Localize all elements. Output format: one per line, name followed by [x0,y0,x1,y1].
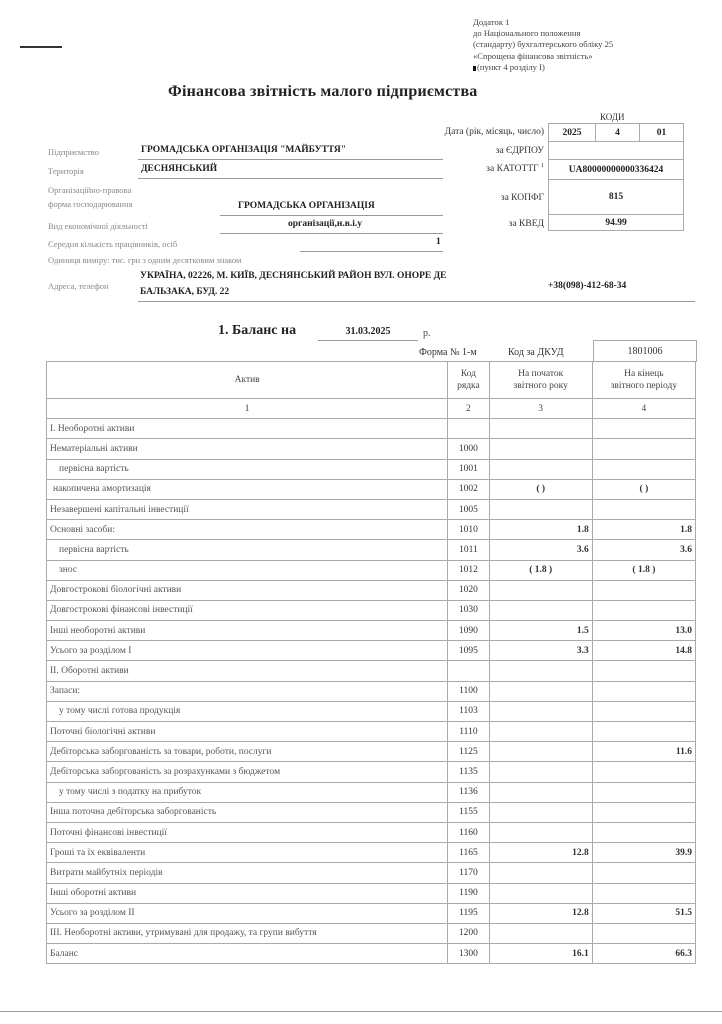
row-code: 1155 [448,802,489,822]
table-row [47,439,696,459]
row-start-value: 1.8 [489,520,592,540]
underline [300,251,443,252]
underline [220,215,443,216]
col-num: 4 [592,399,695,419]
row-start-value [489,600,592,620]
col-num: 3 [489,399,592,419]
row-label: Незавершені капітальні інвестиції [47,499,448,519]
annex-line: «Спрощена фінансова звітність» [473,50,593,61]
row-label: первісна вартість [47,540,448,560]
row-code: 1011 [448,540,489,560]
row-label: Гроші та їх еквіваленти [47,843,448,863]
katottg-cell: UA80000000000336424 [549,160,684,180]
row-end-value [592,802,695,822]
row-code: 1125 [448,742,489,762]
kopfg-label: за КОПФГ [500,193,544,203]
row-label: знос [47,560,448,580]
table-row [47,540,696,560]
address-line-1: УКРАЇНА, 02226, М. КИЇВ, ДЕСНЯНСЬКИЙ РАЙОН ВУЛ. ОНОРЕ ДЕ [140,271,447,281]
col-num: 2 [448,399,489,419]
row-start-value [489,762,592,782]
table-row [47,742,696,762]
row-label: Довгострокові фінансові інвестиції [47,600,448,620]
table-row [47,722,696,742]
row-label: у тому числі з податку на прибуток [47,782,448,802]
legal-form-label: Організаційно-правова [48,185,132,195]
annex-line: до Національного положення [473,28,581,39]
row-code: 1030 [448,600,489,620]
row-start-value [489,580,592,600]
row-code: 1090 [448,621,489,641]
row-code: 1020 [448,580,489,600]
row-start-value [489,883,592,903]
row-start-value: 16.1 [489,944,592,964]
dkud-label: Код за ДКУД [508,347,564,358]
row-label: Інші необоротні активи [47,621,448,641]
row-start-value [489,459,592,479]
table-row [47,479,696,499]
units-label: Одиниця виміру: тис. грн з одним десятковим знаком [48,255,242,265]
row-end-value [592,439,695,459]
activity-label: Вид економічної діяльності [48,221,148,231]
month-cell: 4 [596,124,640,142]
row-code: 1135 [448,762,489,782]
row-code: 1200 [448,923,489,943]
date-label: Дата (рік, місяць, число) [444,127,544,137]
table-row [47,641,696,661]
enterprise-label: Підприємство [48,147,99,157]
table-row [47,560,696,580]
header-start: На початок звітного року [489,362,592,399]
territory-label: Територія [48,166,84,176]
row-start-value [489,661,592,681]
row-start-value: ( 1.8 ) [489,560,592,580]
row-code: 1300 [448,944,489,964]
page-title: Фінансова звітність малого підприємства [168,83,478,100]
table-row [47,944,696,964]
header-code: Код рядка [448,362,489,399]
row-label: II. Оборотні активи [47,661,448,681]
row-code: 1160 [448,822,489,842]
kopfg-cell: 815 [549,180,684,215]
table-header-row [47,362,696,399]
row-code: 1110 [448,722,489,742]
row-label: Довгострокові біологічні активи [47,580,448,600]
row-start-value [489,681,592,701]
bullet-icon [473,66,476,71]
table-row [47,923,696,943]
table-row [47,499,696,519]
codes-header: КОДИ [600,112,625,122]
row-code: 1103 [448,701,489,721]
row-label: Запаси: [47,681,448,701]
row-label: Усього за розділом I [47,641,448,661]
row-start-value [489,923,592,943]
page-edge-line [0,1011,722,1012]
header-asset: Актив [47,362,448,399]
row-start-value [489,701,592,721]
row-start-value [489,499,592,519]
row-start-value [489,742,592,762]
row-code: 1000 [448,439,489,459]
employees-value: 1 [436,237,441,247]
row-end-value [592,822,695,842]
edrpou-cell [549,142,684,160]
row-end-value: 14.8 [592,641,695,661]
row-end-value: 13.0 [592,621,695,641]
row-label: Інша поточна дебіторська заборгованість [47,802,448,822]
row-end-value [592,419,695,439]
row-end-value: 11.6 [592,742,695,762]
row-label: накопичена амортизація [47,479,448,499]
day-cell: 01 [640,124,684,142]
territory-value: ДЕСНЯНСЬКИЙ [141,164,218,174]
kved-label: за КВЕД [508,219,544,229]
enterprise-value: ГРОМАДСЬКА ОРГАНІЗАЦІЯ "МАЙБУТТЯ" [141,145,347,155]
row-start-value [489,419,592,439]
table-row [47,701,696,721]
row-end-value [592,863,695,883]
row-start-value: ( ) [489,479,592,499]
table-row [47,600,696,620]
table-row [47,520,696,540]
phone-value: +38(098)-412-68-34 [548,281,627,291]
row-label: Дебіторська заборгованість за розрахунками з бюджетом [47,762,448,782]
row-code [448,661,489,681]
annex-line: Додаток 1 [473,17,510,27]
row-label: Дебіторська заборгованість за товари, роботи, послуги [47,742,448,762]
header-end: На кінець звітного періоду [592,362,695,399]
table-row [47,843,696,863]
row-code: 1136 [448,782,489,802]
row-start-value: 12.8 [489,843,592,863]
row-start-value: 1.5 [489,621,592,641]
row-start-value [489,863,592,883]
row-label: у тому числі готова продукція [47,701,448,721]
address-line-2: БАЛЬЗАКА, БУД. 22 [140,287,230,297]
row-end-value: 39.9 [592,843,695,863]
employees-label: Середня кількість працівників, осіб [48,239,178,249]
row-end-value: 66.3 [592,944,695,964]
row-code: 1012 [448,560,489,580]
row-start-value: 3.6 [489,540,592,560]
row-end-value: 3.6 [592,540,695,560]
row-code: 1100 [448,681,489,701]
underline [138,301,695,302]
year-cell: 2025 [549,124,596,142]
row-label: III. Необоротні активи, утримувані для продажу, та групи вибуття [47,923,448,943]
row-end-value [592,600,695,620]
row-start-value [489,782,592,802]
col-num: 1 [47,399,448,419]
table-row [47,681,696,701]
dkud-value: 1801006 [593,340,697,362]
row-start-value: 12.8 [489,903,592,923]
row-code: 1170 [448,863,489,883]
address-label: Адреса, телефон [48,281,109,291]
row-code: 1190 [448,883,489,903]
legal-form-label-2: форма господарювання [48,199,133,209]
row-code: 1005 [448,499,489,519]
table-row [47,863,696,883]
kved-cell: 94.99 [549,215,684,231]
legal-form-value: ГРОМАДСЬКА ОРГАНІЗАЦІЯ [238,201,375,211]
row-end-value: ( 1.8 ) [592,560,695,580]
row-end-value [592,459,695,479]
row-code: 1195 [448,903,489,923]
row-start-value [489,822,592,842]
row-code: 1002 [448,479,489,499]
row-end-value [592,499,695,519]
row-start-value: 3.3 [489,641,592,661]
table-row [47,762,696,782]
annex-line: (стандарту) бухгалтерського обліку 25 [473,39,614,50]
table-row [47,621,696,641]
row-start-value [489,439,592,459]
row-code [448,419,489,439]
table-row [47,459,696,479]
row-label: Витрати майбутніх періодів [47,863,448,883]
row-end-value [592,701,695,721]
table-row [47,802,696,822]
annex-line: (пункт 4 розділу I) [477,61,545,72]
row-start-value [489,722,592,742]
table-row [47,419,696,439]
row-code: 1165 [448,843,489,863]
row-code: 1001 [448,459,489,479]
row-end-value [592,580,695,600]
row-label: Інші оборотні активи [47,883,448,903]
row-end-value [592,722,695,742]
row-end-value [592,762,695,782]
edrpou-label: за ЄДРПОУ [495,146,544,156]
row-end-value: 51.5 [592,903,695,923]
scan-mark [20,46,62,48]
annex-note [473,17,613,73]
row-end-value [592,923,695,943]
form-number: Форма № 1-м [419,347,477,358]
underline [220,233,443,234]
balance-suffix: р. [423,328,431,339]
column-number-row [47,399,696,419]
table-row [47,903,696,923]
row-end-value [592,782,695,802]
row-label: Поточні біологічні активи [47,722,448,742]
row-label: I. Необоротні активи [47,419,448,439]
table-row [47,661,696,681]
row-end-value: ( ) [592,479,695,499]
katottg-label: за КАТОТТГ $^1$ [486,163,544,175]
row-label: Баланс [47,944,448,964]
row-end-value [592,883,695,903]
row-label: Поточні фінансові інвестиції [47,822,448,842]
row-start-value [489,802,592,822]
balance-table [46,361,696,964]
table-row [47,822,696,842]
underline [138,178,443,179]
table-row [47,580,696,600]
row-end-value [592,681,695,701]
row-label: Основні засоби: [47,520,448,540]
activity-value: організації,н.в.і.у [288,219,363,229]
table-row [47,883,696,903]
row-code: 1010 [448,520,489,540]
row-end-value [592,661,695,681]
balance-title: 1. Баланс на [218,323,297,338]
row-code: 1095 [448,641,489,661]
row-label: Усього за розділом II [47,903,448,923]
row-label: первісна вартість [47,459,448,479]
row-end-value: 1.8 [592,520,695,540]
balance-date: 31.03.2025 [318,326,418,341]
table-row [47,782,696,802]
codes-table [548,123,684,231]
row-label: Нематеріальні активи [47,439,448,459]
underline [138,159,443,160]
